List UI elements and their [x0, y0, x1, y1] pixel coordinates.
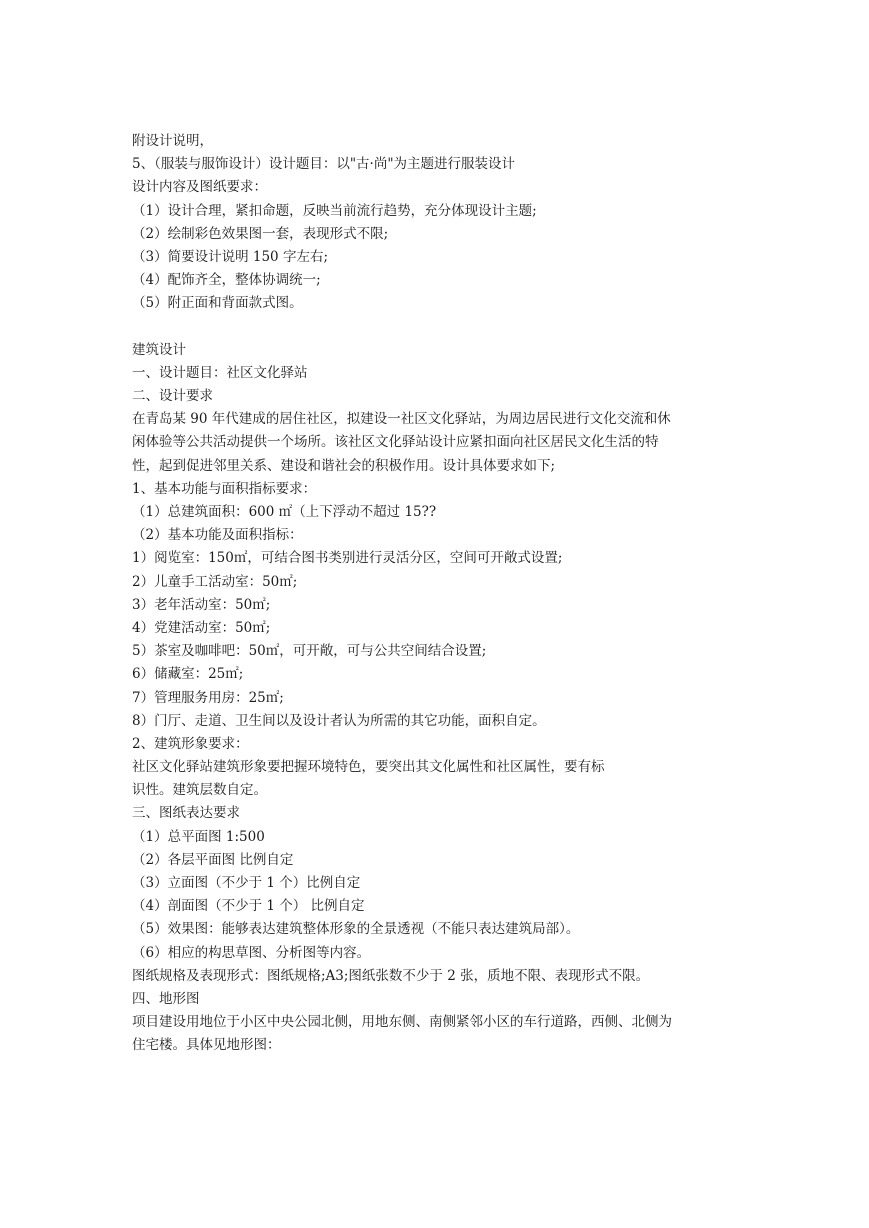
image-line-1: 社区文化驿站建筑形象要把握环境特色，要突出其文化属性和社区属性，要有标	[132, 759, 605, 776]
terrain-heading: 四、地形图	[132, 990, 200, 1007]
total-area: （1）总建筑面积：600 ㎡（上下浮动不超过 15??	[132, 504, 437, 520]
drawing-heading: 三、图纸表达要求	[132, 805, 240, 822]
image-heading: 2、建筑形象要求：	[132, 735, 249, 752]
drawing-item-site-plan: （1）总平面图 1:500	[132, 828, 265, 845]
fashion-requirement-3: （3）简要设计说明 150 字左右;	[132, 248, 328, 265]
intro-line-1: 在青岛某 90 年代建成的居住社区，拟建设一社区文化驿站，为周边居民进行文化交流和休	[132, 411, 671, 428]
terrain-line-2: 住宅楼。具体见地形图：	[132, 1037, 281, 1054]
intro-line-2: 闲体验等公共活动提供一个场所。该社区文化驿站设计应紧扣面向社区居民文化生活的特	[132, 434, 659, 451]
section-spacer	[132, 316, 752, 339]
image-line-2: 识性。建筑层数自定。	[132, 782, 267, 799]
fashion-line-1: 附设计说明，	[132, 133, 213, 149]
fashion-requirement-2: （2）绘制彩色效果图一套，表现形式不限;	[132, 225, 389, 242]
fashion-requirement-4: （4）配饰齐全，整体协调统一;	[132, 272, 321, 289]
function-item-management: 7）管理服务用房：25㎡;	[132, 689, 284, 706]
function-item-reading-room: 1）阅览室：150㎡，可结合图书类别进行灵活分区，空间可开敞式设置;	[132, 550, 563, 567]
architecture-heading: 建筑设计	[132, 341, 186, 358]
fashion-topic: 5、（服装与服饰设计）设计题目：以"古·尚"为主题进行服装设计	[132, 156, 516, 173]
function-item-party-room: 4）党建活动室：50㎡;	[132, 619, 271, 636]
fashion-requirement-5: （5）附正面和背面款式图。	[132, 295, 303, 312]
drawing-item-elevation: （3）立面图（不少于 1 个）比例自定	[132, 875, 361, 891]
drawing-spec: 图纸规格及表现形式：图纸规格;A3;图纸张数不少于 2 张，质地不限、表现形式不限。	[132, 967, 650, 984]
terrain-line-1: 项目建设用地位于小区中央公园北侧，用地东侧、南侧紧邻小区的车行道路，西侧、北侧为	[132, 1014, 672, 1031]
function-item-storage: 6）储藏室：25㎡;	[132, 666, 244, 683]
architecture-requirements-heading: 二、设计要求	[132, 388, 213, 405]
architecture-topic: 一、设计题目：社区文化驿站	[132, 364, 308, 381]
function-item-tea-room: 5）茶室及咖啡吧：50㎡，可开敞，可与公共空间结合设置;	[132, 643, 487, 660]
function-item-children-room: 2）儿童手工活动室：50㎡;	[132, 573, 298, 590]
intro-line-3: 性，起到促进邻里关系、建设和谐社会的积极作用。设计具体要求如下;	[132, 457, 556, 474]
function-subheading: （2）基本功能及面积指标：	[132, 527, 303, 544]
drawing-item-rendering: （5）效果图：能够表达建筑整体形象的全景透视（不能只表达建筑局部）。	[132, 921, 580, 938]
fashion-requirement-1: （1）设计合理，紧扣命题，反映当前流行趋势，充分体现设计主题;	[132, 202, 537, 219]
fashion-requirements-heading: 设计内容及图纸要求：	[132, 179, 267, 196]
drawing-item-section: （4）剖面图（不少于 1 个） 比例自定	[132, 898, 365, 915]
function-item-other: 8）门厅、走道、卫生间以及设计者认为所需的其它功能，面积自定。	[132, 712, 546, 729]
function-item-elderly-room: 3）老年活动室：50㎡;	[132, 596, 271, 613]
drawing-item-floor-plans: （2）各层平面图 比例自定	[132, 851, 294, 868]
document-body	[132, 130, 752, 1058]
function-heading: 1、基本功能与面积指标要求：	[132, 480, 317, 497]
drawing-item-sketches: （6）相应的构思草图、分析图等内容。	[132, 944, 371, 961]
